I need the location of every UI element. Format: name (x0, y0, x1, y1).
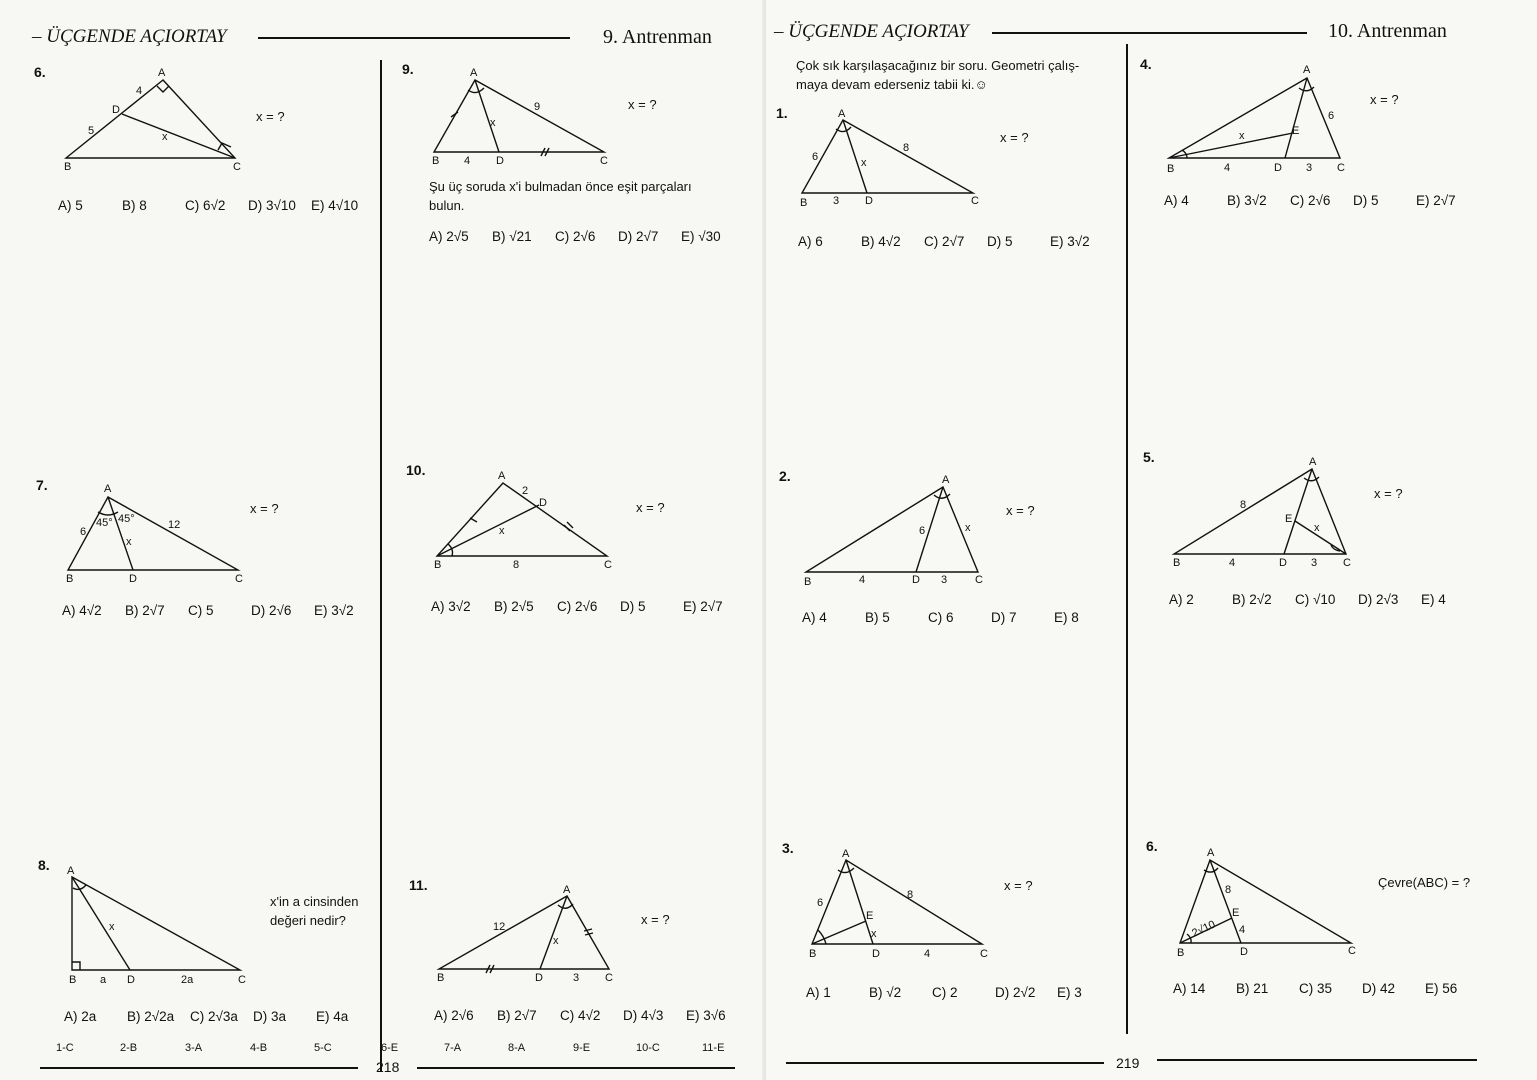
side-label: 4 (859, 574, 866, 586)
side-label: 2 (522, 485, 529, 497)
question-prompt-line2: değeri nedir? (270, 913, 346, 928)
question-prompt: x = ? (250, 501, 279, 516)
option-e[interactable]: E) 3√2 (1050, 234, 1090, 249)
angle-label: 45° (118, 513, 135, 525)
vertex-label-B: B (432, 155, 440, 167)
option-b[interactable]: B) 2√2a (127, 1009, 175, 1024)
vertex-label-B: B (1167, 163, 1175, 175)
vertex-label-A: A (498, 470, 506, 482)
option-d[interactable]: D) 2√6 (251, 603, 292, 618)
vertex-label-C: C (600, 155, 608, 167)
answer-options (431, 599, 723, 614)
intro-line: maya devam ederseniz tabii ki.☺ (796, 77, 988, 92)
option-a[interactable]: A) 2√6 (434, 1008, 474, 1023)
vertex-label-A: A (942, 474, 950, 486)
side-label: 4 (924, 948, 931, 960)
option-e[interactable]: E) √30 (681, 229, 721, 244)
vertex-label-D: D (1279, 557, 1287, 569)
question-prompt: x = ? (641, 912, 670, 927)
vertex-label-B: B (804, 576, 812, 588)
answer-options (1173, 981, 1457, 996)
unknown-x-label: x (499, 525, 505, 537)
vertex-label-C: C (971, 195, 979, 207)
option-c[interactable]: C) 2√7 (924, 234, 965, 249)
vertex-label-B: B (434, 559, 442, 571)
option-e[interactable]: E) 2√7 (683, 599, 723, 614)
option-d[interactable]: D) 2√7 (618, 229, 659, 244)
option-c[interactable]: C) 2√6 (1290, 193, 1331, 208)
option-b[interactable]: B) 2√5 (494, 599, 534, 614)
vertex-label-A: A (470, 67, 478, 79)
answer-options (798, 234, 1090, 249)
option-e[interactable]: E) 3√2 (314, 603, 354, 618)
vertex-label-C: C (1337, 162, 1345, 174)
footer-rule (40, 1067, 358, 1069)
side-label: 9 (534, 101, 541, 113)
option-c[interactable]: C) √10 (1295, 592, 1336, 607)
option-a[interactable]: A) 3√2 (431, 599, 471, 614)
answer-key-item: 2-B (120, 1042, 138, 1054)
question-prompt: x = ? (1370, 92, 1399, 107)
answer-key-item: 5-C (314, 1042, 332, 1054)
question-number: 4. (1140, 56, 1152, 72)
question-prompt: x = ? (1006, 503, 1035, 518)
option-e[interactable]: E) 8 (1054, 610, 1079, 625)
answer-key-item: 11-E (702, 1042, 725, 1054)
footer-rule (1157, 1059, 1477, 1061)
option-c[interactable]: C) 2 (932, 985, 958, 1000)
vertex-label-E: E (1232, 907, 1240, 919)
answer-key-item: 7-A (444, 1042, 462, 1054)
question-prompt: x = ? (256, 109, 285, 124)
note-line: Şu üç soruda x'i bulmadan önce eşit parçaları (429, 179, 692, 194)
option-b[interactable]: B) 5 (865, 610, 890, 625)
option-a[interactable]: A) 14 (1173, 981, 1206, 996)
vertex-label-C: C (980, 948, 988, 960)
unknown-x-label: x (162, 131, 168, 143)
unknown-x-label: x (861, 157, 867, 169)
vertex-label-C: C (233, 161, 241, 173)
vertex-label-A: A (838, 108, 846, 120)
vertex-label-A: A (67, 865, 75, 877)
footer-rule (417, 1067, 735, 1069)
question-number: 6. (1146, 838, 1158, 854)
question-number: 11. (409, 877, 428, 893)
vertex-label-E: E (866, 910, 874, 922)
side-label: 6 (812, 151, 819, 163)
left-training-label: 9. Antrenman (603, 26, 712, 48)
option-c[interactable]: C) 6 (928, 610, 954, 625)
answer-options (434, 1008, 726, 1023)
answer-options (58, 198, 358, 213)
answer-options (64, 1009, 348, 1024)
option-d[interactable]: D) 4√3 (623, 1008, 664, 1023)
answer-key-item: 9-E (573, 1042, 591, 1054)
answer-key-item: 1-C (56, 1042, 74, 1054)
footer-rule (786, 1062, 1104, 1064)
vertex-label-D: D (129, 573, 137, 585)
answer-options (62, 603, 354, 618)
unknown-x-label: x (553, 935, 559, 947)
right-header-rule (992, 32, 1307, 34)
side-label: 6 (1328, 110, 1335, 122)
side-label: 5 (88, 125, 95, 137)
option-a[interactable]: A) 2a (64, 1009, 97, 1024)
option-e[interactable]: E) 3 (1057, 985, 1082, 1000)
option-b[interactable]: B) 3√2 (1227, 193, 1267, 208)
question-prompt: x = ? (1004, 878, 1033, 893)
option-b[interactable]: B) √21 (492, 229, 532, 244)
vertex-label-B: B (1177, 947, 1185, 959)
option-b[interactable]: B) 2√2 (1232, 592, 1272, 607)
side-label: 6 (817, 897, 824, 909)
side-label: 8 (1225, 884, 1232, 896)
option-e[interactable]: E) 56 (1425, 981, 1458, 996)
option-b[interactable]: B) 8 (122, 198, 147, 213)
option-a[interactable]: A) 5 (58, 198, 83, 213)
vertex-label-D: D (912, 574, 920, 586)
vertex-label-C: C (235, 573, 243, 585)
option-c[interactable]: C) 2√6 (555, 229, 596, 244)
side-label: a (100, 974, 107, 986)
vertex-label-C: C (604, 559, 612, 571)
option-a[interactable]: A) 4 (1164, 193, 1189, 208)
side-label: 3 (1311, 557, 1318, 569)
option-d[interactable]: D) 3√10 (248, 198, 296, 213)
option-a[interactable]: A) 1 (806, 985, 831, 1000)
answer-options (802, 610, 1079, 625)
option-d[interactable]: D) 2√3 (1358, 592, 1399, 607)
option-e[interactable]: E) 4 (1421, 592, 1446, 607)
unknown-x-label: x (1239, 130, 1245, 142)
vertex-label-C: C (238, 974, 246, 986)
answer-key-item: 3-A (185, 1042, 203, 1054)
answer-key-item: 4-B (250, 1042, 268, 1054)
vertex-label-A: A (104, 483, 112, 495)
option-c[interactable]: C) 2√3a (190, 1009, 238, 1024)
question-number: 9. (402, 61, 414, 77)
option-d[interactable]: D) 2√2 (995, 985, 1036, 1000)
unknown-x-label: x (871, 928, 877, 940)
question-prompt: x = ? (636, 500, 665, 515)
side-label: 6 (919, 525, 926, 537)
unknown-x-label: x (126, 536, 132, 548)
option-c[interactable]: C) 6√2 (185, 198, 226, 213)
intro-text (796, 56, 1126, 94)
vertex-label-A: A (1303, 64, 1311, 76)
side-label: 2a (181, 974, 194, 986)
right-header-title: – ÜÇGENDE AÇIORTAY (774, 21, 969, 42)
vertex-label-D: D (535, 972, 543, 984)
side-label: 12 (168, 519, 181, 531)
question-number: 8. (38, 857, 50, 873)
side-label: 3 (573, 972, 580, 984)
option-d[interactable]: D) 5 (620, 599, 646, 614)
question-number: 10. (406, 462, 426, 478)
left-page (0, 0, 762, 1080)
unknown-x-label: x (109, 921, 115, 933)
vertex-label-D: D (1274, 162, 1282, 174)
question-note (429, 177, 729, 215)
question-number: 1. (776, 105, 788, 121)
option-b[interactable]: B) 21 (1236, 981, 1269, 996)
question-prompt: x = ? (1374, 486, 1403, 501)
side-label: 12 (493, 921, 506, 933)
option-a[interactable]: A) 4√2 (62, 603, 102, 618)
page-number: 218 (376, 1059, 400, 1075)
option-c[interactable]: C) 4√2 (560, 1008, 601, 1023)
side-label: 6 (80, 526, 87, 538)
side-label: 8 (907, 889, 914, 901)
vertex-label-E: E (1292, 125, 1300, 137)
question-prompt: Çevre(ABC) = ? (1378, 875, 1471, 890)
vertex-label-C: C (975, 574, 983, 586)
option-d[interactable]: D) 5 (1353, 193, 1379, 208)
vertex-label-D: D (496, 155, 504, 167)
vertex-label-A: A (1309, 456, 1317, 468)
side-label: 3 (941, 574, 948, 586)
unknown-x-label: x (965, 522, 971, 534)
option-e[interactable]: E) 4a (316, 1009, 349, 1024)
right-column-divider (1126, 44, 1128, 1034)
option-a[interactable]: A) 4 (802, 610, 827, 625)
option-a[interactable]: A) 2√5 (429, 229, 469, 244)
side-label: 3 (1306, 162, 1313, 174)
vertex-label-B: B (64, 161, 72, 173)
question-number: 7. (36, 477, 48, 493)
right-page (766, 0, 1537, 1080)
page-number: 219 (1116, 1055, 1140, 1071)
option-b[interactable]: B) 2√7 (497, 1008, 537, 1023)
answer-options (1169, 592, 1446, 607)
option-e[interactable]: E) 4√10 (311, 198, 359, 213)
vertex-label-A: A (563, 884, 571, 896)
vertex-label-D: D (1240, 946, 1248, 958)
vertex-label-B: B (1173, 557, 1181, 569)
question-number: 2. (779, 468, 791, 484)
vertex-label-B: B (69, 974, 77, 986)
vertex-label-B: B (809, 948, 817, 960)
question-prompt: x = ? (1000, 130, 1029, 145)
option-d[interactable]: D) 42 (1362, 981, 1396, 996)
side-label: 8 (513, 559, 520, 571)
option-d[interactable]: D) 7 (991, 610, 1017, 625)
option-b[interactable]: B) 2√7 (125, 603, 165, 618)
left-column-divider (380, 60, 382, 1072)
option-b[interactable]: B) 4√2 (861, 234, 901, 249)
question-number: 6. (34, 64, 46, 80)
vertex-label-D: D (865, 195, 873, 207)
right-training-label: 10. Antrenman (1328, 20, 1447, 42)
unknown-x-label: x (1314, 522, 1320, 534)
side-label: 4 (1224, 162, 1231, 174)
intro-line: Çok sık karşılaşacağınız bir soru. Geometri çalış- (796, 58, 1080, 73)
side-label: 4 (1229, 557, 1236, 569)
vertex-label-E: E (1285, 513, 1293, 525)
vertex-label-C: C (1343, 557, 1351, 569)
side-label: 4 (464, 155, 471, 167)
option-c[interactable]: C) 35 (1299, 981, 1333, 996)
vertex-label-D: D (127, 974, 135, 986)
option-a[interactable]: A) 6 (798, 234, 823, 249)
question-prompt: x = ? (628, 97, 657, 112)
vertex-label-A: A (842, 848, 850, 860)
side-label: 3 (833, 195, 840, 207)
answer-options (806, 985, 1082, 1000)
vertex-label-D: D (112, 104, 120, 116)
vertex-label-B: B (437, 972, 445, 984)
answer-options (429, 229, 721, 244)
option-e[interactable]: E) 2√7 (1416, 193, 1456, 208)
answer-key-item: 10-C (636, 1042, 660, 1054)
vertex-label-D: D (872, 948, 880, 960)
answer-key-item: 6-E (381, 1042, 399, 1054)
side-label: 4 (136, 85, 143, 97)
question-number: 3. (782, 840, 794, 856)
answer-options (1164, 193, 1456, 208)
left-header-rule (258, 37, 570, 39)
side-label: 4 (1239, 924, 1246, 936)
vertex-label-B: B (66, 573, 74, 585)
option-c[interactable]: C) 2√6 (557, 599, 598, 614)
question-number: 5. (1143, 449, 1155, 465)
option-b[interactable]: B) √2 (869, 985, 902, 1000)
side-label: 2√10 (1190, 918, 1218, 940)
vertex-label-C: C (605, 972, 613, 984)
option-a[interactable]: A) 2 (1169, 592, 1194, 607)
question-prompt-line1: x'in a cinsinden (270, 894, 359, 909)
vertex-label-C: C (1348, 945, 1356, 957)
answer-key-item: 8-A (508, 1042, 526, 1054)
vertex-label-D: D (539, 497, 547, 509)
option-c[interactable]: C) 5 (188, 603, 214, 618)
vertex-label-A: A (1207, 847, 1215, 859)
side-label: 8 (903, 142, 910, 154)
unknown-x-label: x (490, 117, 496, 129)
vertex-label-A: A (158, 67, 166, 79)
option-d[interactable]: D) 3a (253, 1009, 287, 1024)
note-line: bulun. (429, 198, 465, 213)
option-d[interactable]: D) 5 (987, 234, 1013, 249)
side-label: 8 (1240, 499, 1247, 511)
left-header-title: – ÜÇGENDE AÇIORTAY (32, 26, 227, 47)
option-e[interactable]: E) 3√6 (686, 1008, 726, 1023)
angle-label: 45° (96, 517, 113, 529)
vertex-label-B: B (800, 197, 808, 209)
